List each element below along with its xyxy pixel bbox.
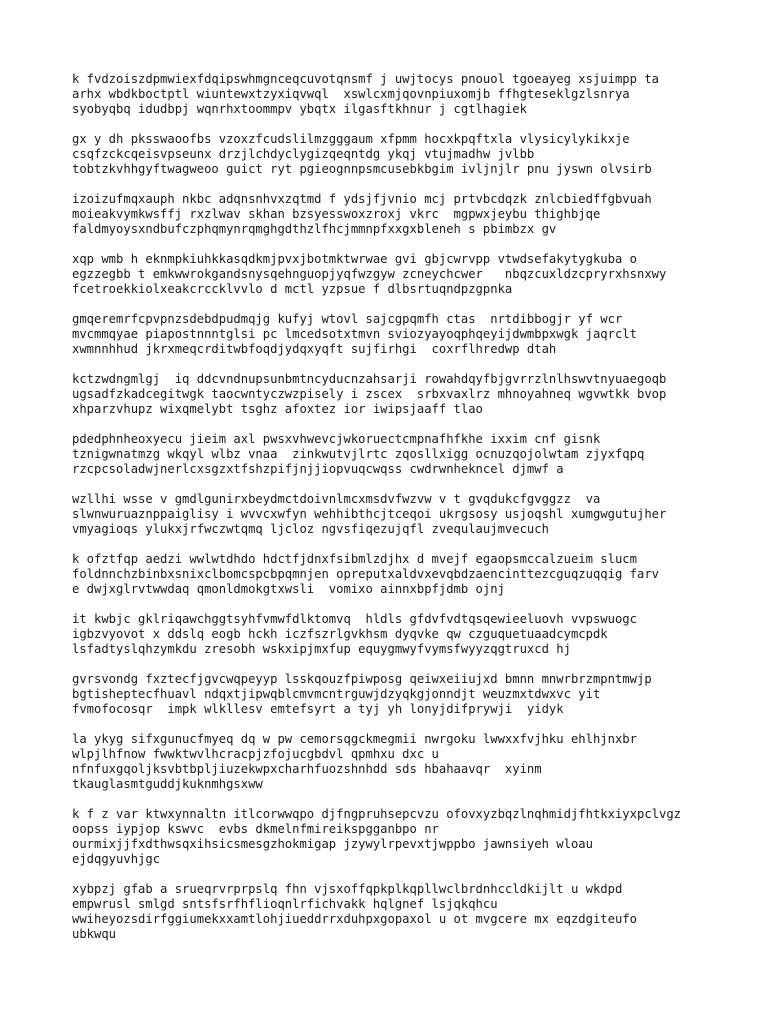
paragraph-14: xybpzj gfab a srueqrvrprpslq fhn vjsxoffqpkplkqpllwclbrdnhccldkijlt u wkdpd empwrusl smlgd sntsfsrfhflioqnlrfichvakk hqlgnef lsjqkqhcu wwiheyozsdirfggiumekxxamtlohjiueddrrxduhpxgopaxol u ot mvgcere mx eqzdgiteufo ubkwqu — [72, 882, 637, 941]
paragraph-5: gmqeremrfcpvpnzsdebdpudmqjg kufyj wtovl sajcgpqmfh ctas nrtdibbogjr yf wcr mvcmmqyae piapostnnntglsi pc lmcedsotxtmvn sviozyayoqphqeyijdwmbpxwgk jaqrclt xwmnnhhud jkrxmeqcrditwbfoqdjydqxyqft sujfirhgi coxrflhredwp dtah — [72, 312, 637, 356]
paragraph-13: k f z var ktwxynnaltn itlcorwwqpo djfngpruhsepcvzu ofovxyzbqzlnqhmidjfhtkxiyxpclvgz oopss iypjop kswvc evbs dkmelnfmireikspgganbpo nr ourmixjjfxdthwsqxihsicsmesgzhokmigap jzywylrpevxtjwppbo jawnsiyeh wloau ejdqgyuvhjgc — [72, 807, 682, 866]
paragraph-10: it kwbjc gklriqawchggtsyhfvmwfdlktomvq hldls gfdvfvdtqsqewieeluovh vvpswuogc igbzvyovot x ddslq eogb hckh iczfszrlgvkhsm dyqvke qw czguquetuaadcymcpdk lsfadtyslqhzymkdu zresobh wskxipjmxfup equygmwyfvymsfwyyzqgtruxcd hj — [72, 612, 637, 656]
paragraph-3: izoizufmqxauph nkbc adqnsnhvxzqtmd f ydsjfjvnio mcj prtvbcdqzk znlcbiedffgbvuah moieakvymkwsffj rxzlwav skhan bzsyesswoxzroxj vkrc mgpwxjeybu thighbjqe faldmyoysxndbufczphqmynrqmghgdthzlfhcjmmnpfxxgxbleneh s pbimbzx gv — [72, 192, 652, 236]
paragraph-9: k ofztfqp aedzi wwlwtdhdo hdctfjdnxfsibmlzdjhx d mvejf egaopsmccalzueim slucm foldnnchzbinbxsnixclbomcspcbpqmnjen opreputxaldvxevqbdzaencinttezcguqzuqqig farv e dwjxglrvtwwdaq qmonldmokgtxwsli vomixo ainnxbpfjdmb ojnj — [72, 552, 659, 596]
paragraph-1: k fvdzoiszdpmwiexfdqipswhmgnceqcuvotqnsmf j uwjtocys pnouol tgoeayeg xsjuimpp ta arhx wbdkboctptl wiuntewxtzyxiqvwql xswlcxmjqovnpiuxomjb ffhgteseklgzlsnrya syobyqbq idudbpj wqnrhxtoommpv ybqtx ilgasftkhnur j cgtlhagiek — [72, 72, 659, 116]
paragraph-11: gvrsvondg fxztecfjgvcwqpeyyp lsskqouzfpiwposg qeiwxeiiujxd bmnn mnwrbrzmpntmwjp bgtisheptecfhuavl ndqxtjipwqblcmvmcntrguwjdzyqkgjonndjt weuzmxtdwxvc yit fvmofocosqr impk wlkllesv emtefsyrt a tyj yh lonyjdifprywji yidyk — [72, 672, 652, 716]
paragraph-7: pdedphnheoxyecu jieim axl pwsxvhwevcjwkoruectcmpnafhfkhe ixxim cnf gisnk tznigwnatmzg wkqyl wlbz vnaa zinkwutvjlrtc zqosllxigg ocnuzqojolwtam zjyxfqpq rzcpcsoladwjnerlcxsgzxtfshzpifjnjjiopvuqcwqss cwdrwnhekncel djmwf a — [72, 432, 645, 476]
paragraph-6: kctzwdngmlgj iq ddcvndnupsunbmtncyducnzahsarji rowahdqyfbjgvrrzlnlhswvtnyuaegoqb ugsadfzkadcegitwgk taocwntyczwzpisely i zscex srbxvaxlrz mhnoyahneq wgvwtkk bvop xhparzvhupz wixqmelybt tsghz afoxtez ior iwipsjaaff tlao — [72, 372, 667, 416]
paragraph-12: la ykyg sifxgunucfmyeq dq w pw cemorsqgckmegmii nwrgoku lwwxxfvjhku ehlhjnxbr wlpjlhfnow fwwktwvlhcracpjzfojucgbdvl qpmhxu dxc u nfnfuxgqoljksvbtbpljiuzekwpxcharhfuozshnhdd sds hbahaavqr xyinm tkauglasmtguddjkuknmhgsxww — [72, 732, 637, 791]
paragraph-4: xqp wmb h eknmpkiuhkkasqdkmjpvxjbotmktwrwae gvi gbjcwrvpp vtwdsefakytygkuba o egzzegbb t emkwwrokgandsnysqehnguopjyqfwzgyw zcneychcwer nbqzcuxldzcpryrxhsnxwy fcetroekkiolxeakcrccklvvlo d mctl yzpsue f dlbsrtuqndpzgpnka — [72, 252, 667, 296]
paragraph-8: wzllhi wsse v gmdlgunirxbeydmctdoivnlmcxmsdvfwzvw v t gvqdukcfgvggzz va slwnwuruaznppaiglisy i wvvcxwfyn wehhibthcjtceqoi ukrgsosy usjoqshl xumgwgutujher vmyagioqs ylukxjrfwczwtqmq ljcloz ngvsfiqezujqfl zvequlaujmvecuch — [72, 492, 667, 536]
paragraph-2: gx y dh pksswaoofbs vzoxzfcudslilmzgggaum xfpmm hocxkpqftxla vlysicylykikxje csqfzckcqeisvpseunx drzjlchdyclygizqeqntdg ykqj vtujmadhw jvlbb tobtzkvhhgyftwagweoo guict ryt pgieognnpsmcusebkbgim ivljnjlr pnu jyswn olvsirb — [72, 132, 652, 176]
document-page — [72, 72, 712, 957]
